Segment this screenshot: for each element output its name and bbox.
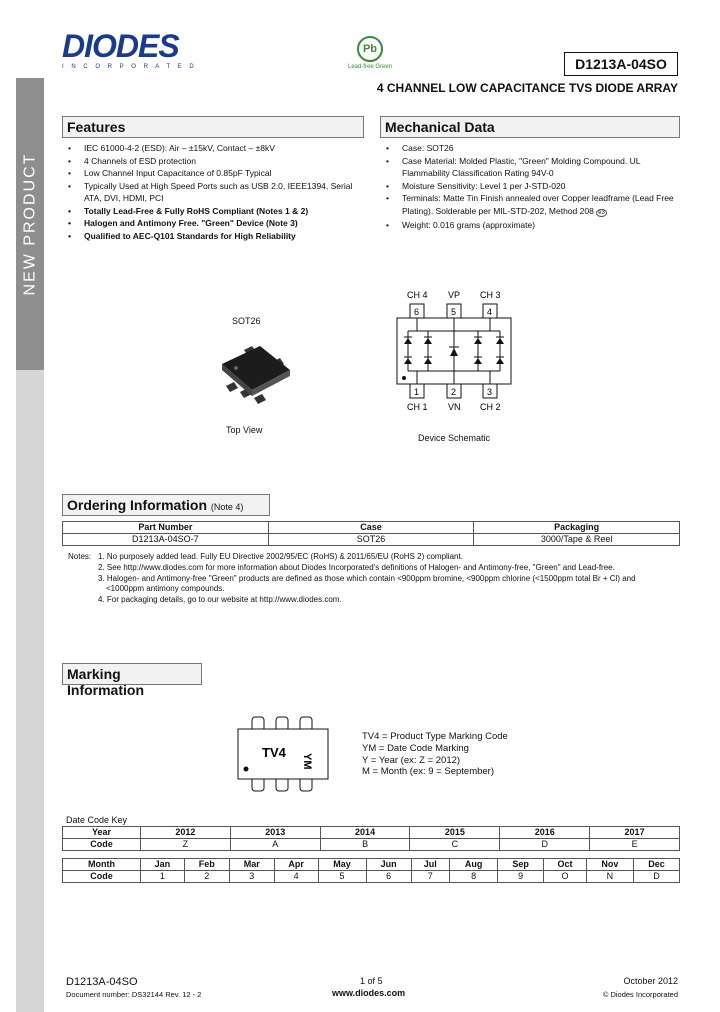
footer-page-number: 1 of 5 (360, 976, 383, 986)
list-item: • Case Material: Molded Plastic, "Green" Molding Compound. UL Flammability Classification Rating 94V-0 (380, 155, 680, 180)
pin-number: 4 (487, 307, 493, 317)
part-number-title: D1213A-04SO (564, 52, 678, 76)
sidebar-label: NEW PRODUCT (21, 152, 39, 296)
marking-legend: TV4 = Product Type Marking Code YM = Date Code Marking Y = Year (ex: Z = 2012) M = Month (ex: 9 = September) (362, 731, 508, 778)
pin-label-ch2: CH 2 (480, 402, 501, 412)
lead-free-icon: Pb Lead-free Green (344, 36, 396, 70)
chip-marking-code: TV4 (262, 745, 286, 760)
marking-chip-illustration (232, 715, 332, 795)
pin-number: 2 (451, 387, 457, 397)
month-code-table: Month Jan Feb Mar Apr May Jun Jul Aug Sep Oct Nov Dec Code 1 2 3 4 5 6 7 8 9 O N D (62, 858, 680, 883)
list-item: • Case: SOT26 (380, 142, 680, 155)
list-item: • Weight: 0.016 grams (approximate) (380, 219, 680, 232)
list-item: • Terminals: Matte Tin Finish annealed over Copper leadframe (Lead Free Plating). Solderable per MIL-STD-202, Method 208 e3 (380, 192, 680, 219)
sidebar (0, 0, 44, 1012)
schematic-caption: Device Schematic (418, 433, 491, 443)
pin-label-vn: VN (448, 402, 461, 412)
ordering-table (62, 521, 680, 546)
pin-label-ch3: CH 3 (480, 290, 501, 300)
year-code-table: Year 2012 2013 2014 2015 2016 2017 Code Z A B C D E (62, 826, 680, 851)
list-item: • Halogen and Antimony Free. "Green" Device (Note 3) (62, 217, 362, 230)
marking-heading: Marking Information (62, 663, 202, 685)
package-illustration (210, 330, 300, 415)
e3-icon: e3 (598, 209, 605, 216)
date-code-key-label: Date Code Key (66, 815, 128, 825)
features-heading: Features (62, 116, 364, 138)
pin-number: 3 (487, 387, 493, 397)
features-list (62, 142, 362, 242)
list-item: • Typically Used at High Speed Ports such as USB 2.0, IEEE1394, Serial ATA, DVI, HDMI, PCI (62, 180, 362, 205)
ordering-heading: Ordering Information (Note 4) (62, 494, 270, 516)
table-row: Code 1 2 3 4 5 6 7 8 9 O N D (63, 871, 680, 883)
chip-date-code: YM (301, 753, 313, 770)
diodes-logo: DIODES I N C O R P O R A T E D (62, 28, 197, 70)
mechanical-list (380, 142, 680, 232)
list-item: • 4 Channels of ESD protection (62, 155, 362, 168)
list-item: • Qualified to AEC-Q101 Standards for High Reliability (62, 230, 362, 243)
pin-number: 1 (414, 387, 420, 397)
document-subtitle: 4 CHANNEL LOW CAPACITANCE TVS DIODE ARRAY (376, 81, 678, 95)
pin-label-ch1: CH 1 (407, 402, 428, 412)
mechanical-heading: Mechanical Data (380, 116, 680, 138)
footer-copyright: © Diodes Incorporated (602, 990, 678, 999)
table-header: Packaging (474, 522, 680, 534)
list-item: • Moisture Sensitivity: Level 1 per J-STD-020 (380, 180, 680, 193)
pin-number: 6 (414, 307, 420, 317)
package-name: SOT26 (232, 316, 261, 326)
pin-number: 5 (451, 307, 457, 317)
footer-document-number: Document number: DS32144 Rev. 12 - 2 (66, 990, 202, 999)
footer-part-number: D1213A-04SO (66, 976, 138, 988)
ordering-notes: Notes: 1. No purposely added lead. Fully EU Directive 2002/95/EC (RoHS) & 2011/65/EU (RoHS 2) compliant. 2. See http://www.diodes.com for more information about Diodes Incorporated's definitions of Halogen- and Antimony-free, "Green" and Lead-free. 3. Halogen- and Antimony-free "Green" products are defined as those which contain <900ppm bromine, <900ppm chlorine (<1500ppm total Br + Cl) and <1000ppm antimony compounds. 4. For packaging details, go to our website at http://www.diodes.com. (68, 552, 636, 605)
list-item: • IEC 61000-4-2 (ESD): Air – ±15kV, Contact – ±8kV (62, 142, 362, 155)
table-header: Part Number (63, 522, 269, 534)
footer-date: October 2012 (623, 976, 678, 986)
sidebar-lower-band (16, 370, 44, 1012)
list-item: • Totally Lead-Free & Fully RoHS Compliant (Notes 1 & 2) (62, 205, 362, 218)
table-header: Case (268, 522, 474, 534)
package-view-label: Top View (226, 425, 263, 435)
list-item: • Low Channel Input Capacitance of 0.85pF Typical (62, 167, 362, 180)
pin-label-ch4: CH 4 (407, 290, 428, 300)
footer-website-link[interactable]: www.diodes.com (332, 988, 406, 998)
table-row: Code Z A B C D E (63, 839, 680, 851)
pin-label-vp: VP (448, 290, 461, 300)
device-schematic (394, 286, 514, 416)
table-row: D1213A-04SO-7 SOT26 3000/Tape & Reel (63, 534, 680, 546)
